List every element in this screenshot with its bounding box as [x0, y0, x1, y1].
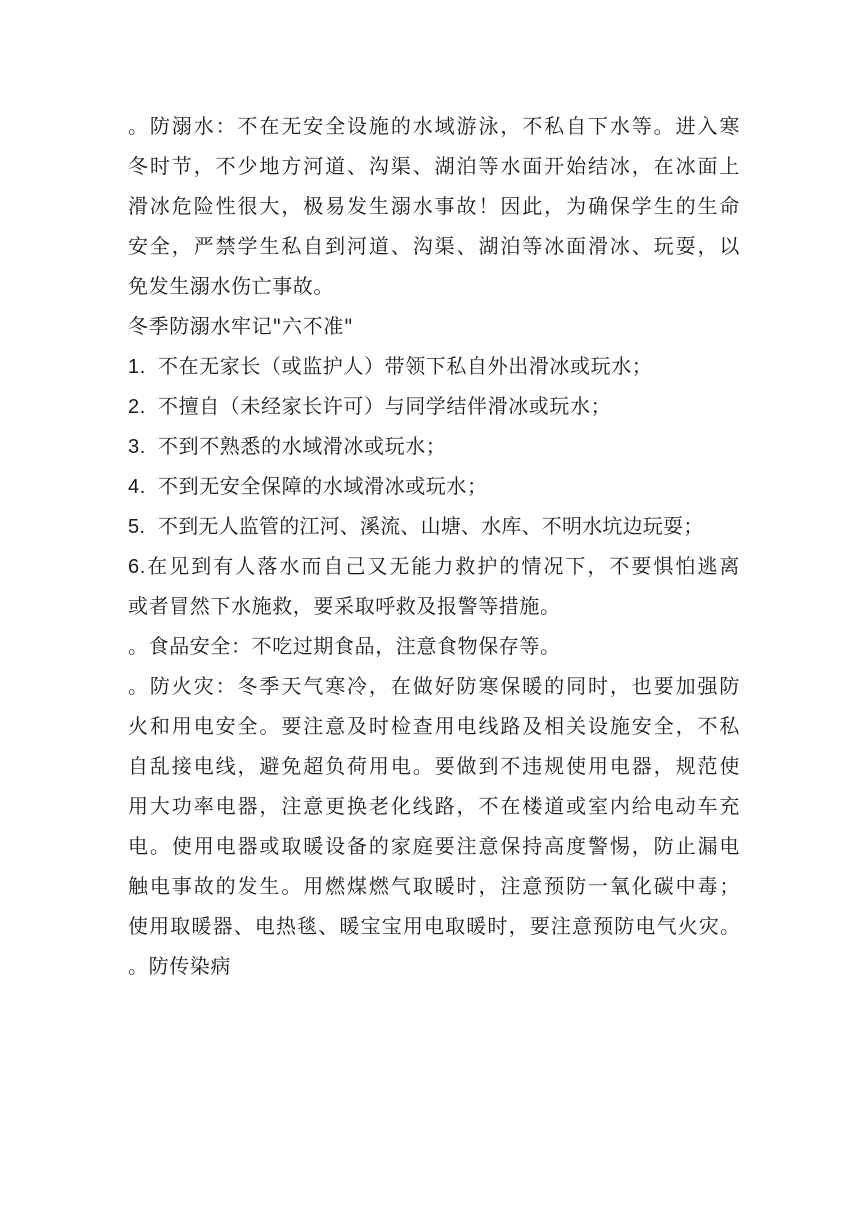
text-line: 使用取暖器、电热毯、暖宝宝用电取暖时，要注意预防电气火灾。 [128, 914, 740, 938]
text-line: 电。使用电器或取暖设备的家庭要注意保持高度警惕，防止漏电 [128, 834, 740, 858]
list-text: 不擅自（未经家长许可）与同学结伴滑冰或玩水； [158, 394, 612, 418]
rules-title: 冬季防溺水牢记"六不准" [128, 314, 354, 338]
text-line: 自乱接电线，避免超负荷用电。要做到不违规使用电器，规范使 [128, 754, 740, 778]
food-safety-paragraph: 。食品安全：不吃过期食品，注意食物保存等。 [128, 634, 561, 658]
list-item [128, 466, 740, 506]
list-number: 4. [128, 476, 146, 498]
list-item [128, 346, 740, 386]
list-number: 5. [128, 516, 146, 538]
text-line: 或者冒然下水施救，要采取呼救及报警等措施。 [128, 594, 561, 618]
list-number: 3. [128, 436, 146, 458]
list-text: 不到不熟悉的水域滑冰或玩水； [158, 434, 447, 458]
list-item [128, 426, 740, 466]
list-number: 6. [128, 556, 146, 578]
list-text: 不到无安全保障的水域滑冰或玩水； [158, 474, 488, 498]
text-line: 滑冰危险性很大，极易发生溺水事故！因此，为确保学生的生命 [128, 194, 740, 218]
text-line: 触电事故的发生。用燃煤燃气取暖时，注意预防一氧化碳中毒； [128, 874, 740, 898]
text-line: 安全，严禁学生私自到河道、沟渠、湖泊等冰面滑冰、玩耍，以 [128, 234, 740, 258]
text-line: 。防火灾：冬季天气寒冷，在做好防寒保暖的同时，也要加强防 [128, 674, 740, 698]
drowning-paragraph [128, 106, 740, 306]
text-line: 。防溺水：不在无安全设施的水域游泳，不私自下水等。进入寒 [128, 114, 740, 138]
document-body [128, 106, 740, 986]
text-line [128, 546, 740, 586]
list-text: 在见到有人落水而自己又无能力救护的情况下，不要惧怕逃离 [145, 554, 740, 578]
list-text: 不到无人监管的江河、溪流、山塘、水库、不明水坑边玩耍； [158, 514, 704, 538]
list-item [128, 506, 740, 546]
list-item [128, 386, 740, 426]
list-number: 2. [128, 396, 146, 418]
text-line: 免发生溺水伤亡事故。 [128, 274, 334, 298]
rules-list [128, 346, 740, 626]
text-line: 用大功率电器，注意更换老化线路，不在楼道或室内给电动车充 [128, 794, 740, 818]
text-line: 火和用电安全。要注意及时检查用电线路及相关设施安全，不私 [128, 714, 740, 738]
text-line: 冬时节，不少地方河道、沟渠、湖泊等水面开始结冰，在冰面上 [128, 154, 740, 178]
list-item [128, 546, 740, 626]
fire-safety-paragraph [128, 666, 740, 946]
list-text: 不在无家长（或监护人）带领下私自外出滑冰或玩水； [158, 354, 653, 378]
list-number: 1. [128, 356, 146, 378]
disease-heading: 。防传染病 [128, 954, 231, 978]
